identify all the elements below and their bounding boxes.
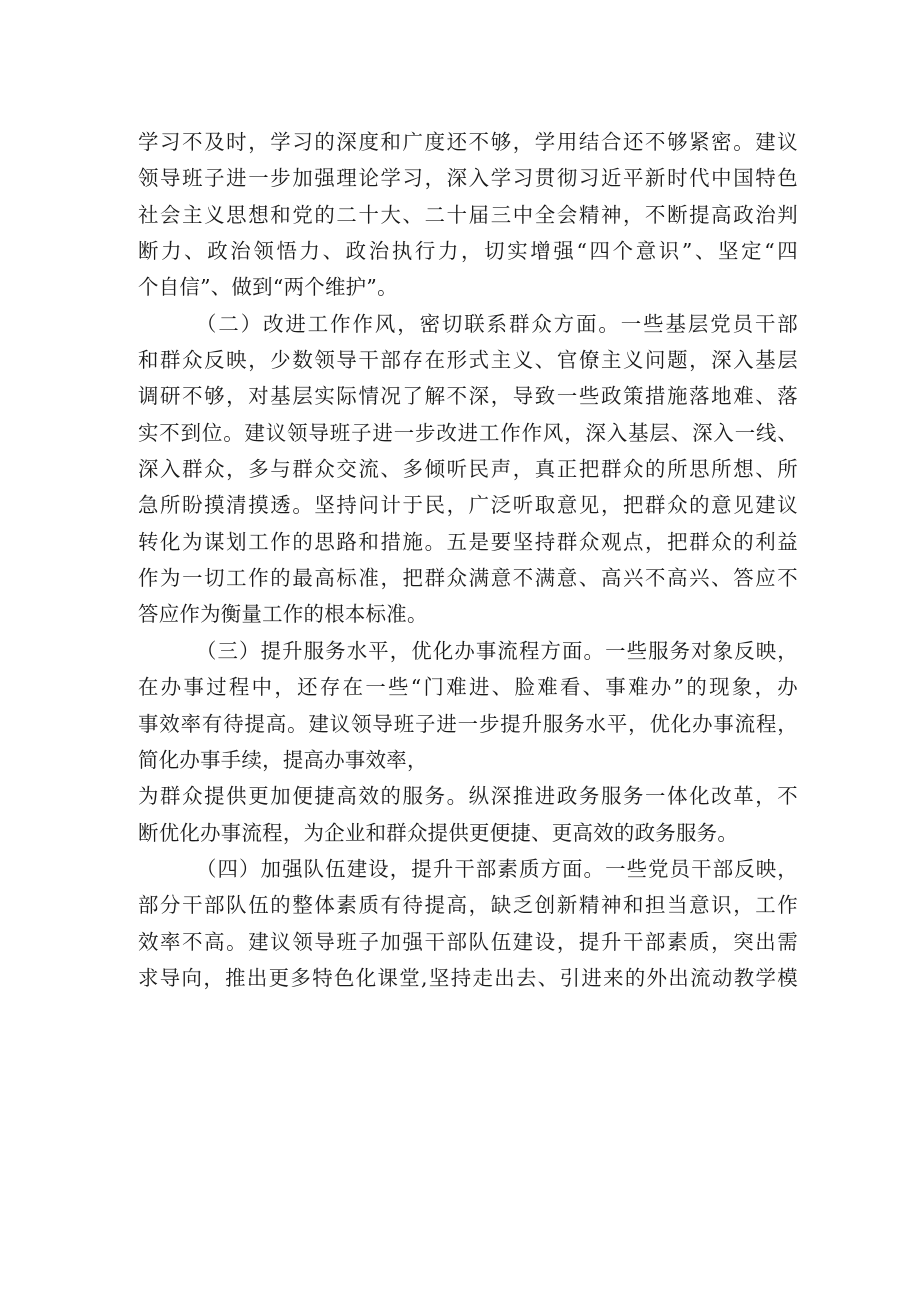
text-line: （三）提升服务水平，优化办事流程方面。一些服务对象反映， [196, 638, 798, 663]
text-line: 调研不够，对基层实际情况了解不深，导致一些政策措施落地难、落 [138, 384, 798, 409]
text-line: 效率不高。建议领导班子加强干部队伍建设，提升干部素质，突出需 [138, 929, 798, 954]
text-line: 转化为谋划工作的思路和措施。五是要坚持群众观点，把群众的利益 [138, 529, 798, 554]
text-line: 答应作为衡量工作的根本标准。 [138, 602, 428, 627]
text-line: 为群众提供更加便捷高效的服务。纵深推进政务服务一体化改革，不 [138, 784, 798, 809]
text-line: 社会主义思想和党的二十大、二十届三中全会精神，不断提高政治判 [138, 202, 798, 227]
text-line: 学习不及时，学习的深度和广度还不够，学用结合还不够紧密。建议 [138, 130, 798, 154]
text-line: 急所盼摸清摸透。坚持问计于民，广泛听取意见，把群众的意见建议 [138, 493, 798, 518]
text-line: 求导向，推出更多特色化课堂,坚持走出去、引进来的外出流动教学模 [138, 965, 798, 990]
text-line: 简化办事手续，提高办事效率， [138, 747, 428, 772]
text-line: 部分干部队伍的整体素质有待提高，缺乏创新精神和担当意识，工作 [138, 893, 798, 918]
text-line: （二）改进工作作风，密切联系群众方面。一些基层党员干部 [196, 311, 798, 336]
text-line: 断力、政治领悟力、政治执行力，切实增强“四个意识”、坚定“四 [138, 239, 798, 264]
text-line: 实不到位。建议领导班子进一步改进工作作风，深入基层、深入一线、 [138, 420, 798, 445]
text-line: 在办事过程中，还存在一些“门难进、脸难看、事难办”的现象，办 [138, 675, 798, 700]
text-line: 断优化办事流程，为企业和群众提供更便捷、更高效的政务服务。 [138, 820, 739, 845]
text-line: 深入群众，多与群众交流、多倾听民声，真正把群众的所思所想、所 [138, 457, 798, 482]
text-line: 事效率有待提高。建议领导班子进一步提升服务水平，优化办事流程， [138, 711, 798, 736]
document-body [138, 124, 798, 996]
text-line: （四）加强队伍建设，提升干部素质方面。一些党员干部反映， [196, 856, 798, 881]
text-line: 作为一切工作的最高标准，把群众满意不满意、高兴不高兴、答应不 [138, 566, 798, 591]
text-line: 领导班子进一步加强理论学习，深入学习贯彻习近平新时代中国特色 [138, 166, 798, 191]
text-line: 和群众反映，少数领导干部存在形式主义、官僚主义问题，深入基层 [138, 348, 798, 373]
text-line: 个自信”、做到“两个维护”。 [138, 275, 398, 300]
